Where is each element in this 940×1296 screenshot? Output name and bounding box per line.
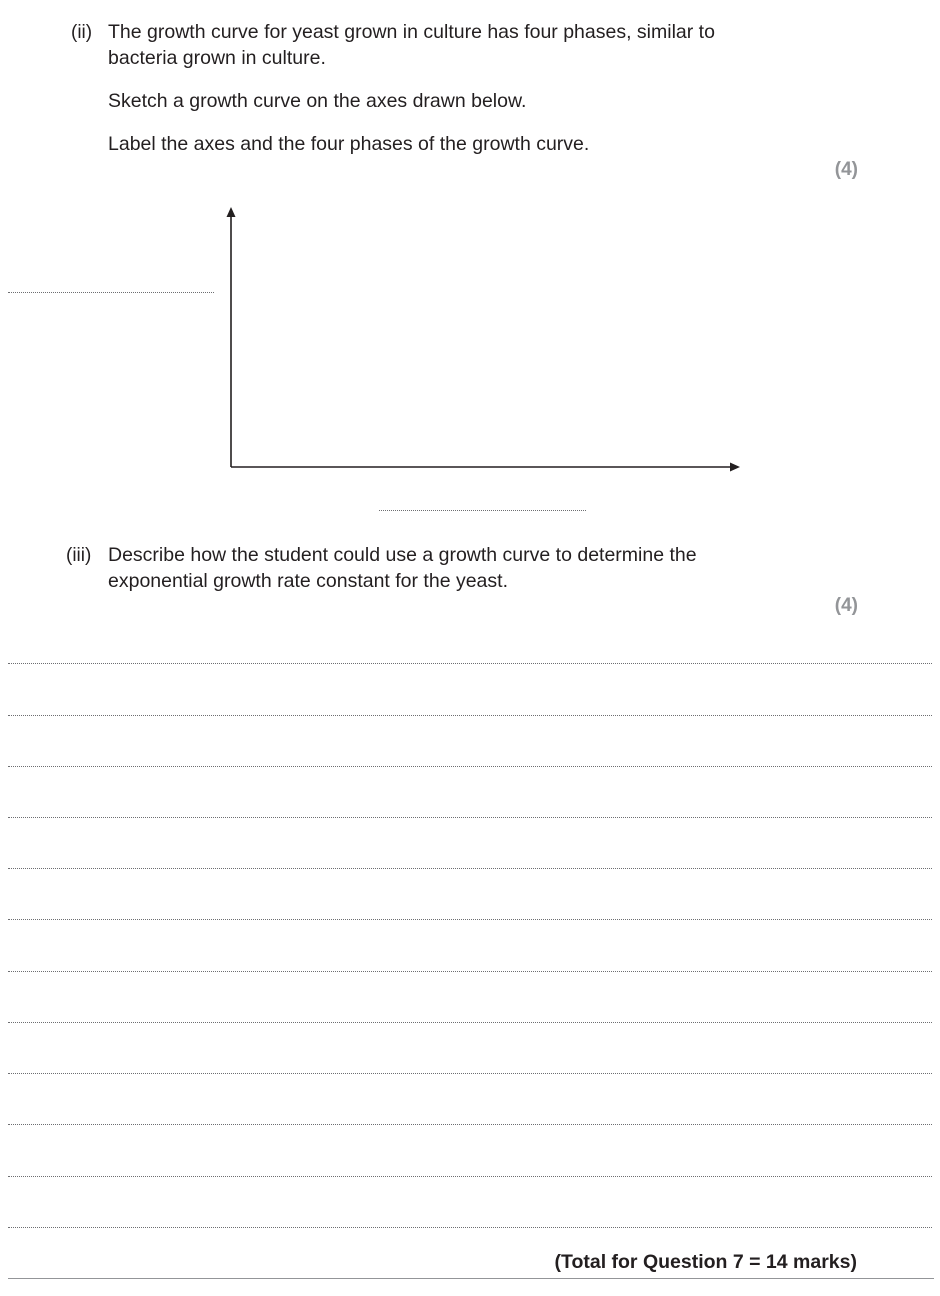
x-axis xyxy=(231,463,740,472)
answer-line[interactable] xyxy=(8,766,932,767)
question-number-iii: (iii) xyxy=(66,545,92,566)
instruction-sketch: Sketch a growth curve on the axes drawn below. xyxy=(108,90,527,112)
sketch-axes xyxy=(0,0,940,540)
answer-line[interactable] xyxy=(8,868,932,869)
instruction-label: Label the axes and the four phases of the growth curve. xyxy=(108,133,590,155)
answer-line[interactable] xyxy=(8,971,932,972)
y-axis-label-line[interactable] xyxy=(8,292,214,293)
question-number-ii: (ii) xyxy=(71,22,93,43)
marks-iii: (4) xyxy=(834,595,858,616)
answer-line[interactable] xyxy=(8,1022,932,1023)
answer-line[interactable] xyxy=(8,1124,932,1125)
answer-line[interactable] xyxy=(8,715,932,716)
total-marks: (Total for Question 7 = 14 marks) xyxy=(554,1251,857,1273)
x-axis-label-line[interactable] xyxy=(379,510,586,511)
answer-line[interactable] xyxy=(8,1227,932,1228)
marks-ii: (4) xyxy=(834,159,858,180)
answer-line[interactable] xyxy=(8,919,932,920)
question-text-ii: The growth curve for yeast grown in culture has four phases, similar to bacteria grown in culture. xyxy=(108,21,715,69)
answer-line[interactable] xyxy=(8,817,932,818)
y-axis xyxy=(227,207,236,467)
answer-line[interactable] xyxy=(8,1073,932,1074)
footer-rule xyxy=(8,1278,934,1279)
answer-line[interactable] xyxy=(8,1176,932,1177)
question-text-iii: Describe how the student could use a growth curve to determine the exponential growth rate constant for the yeast. xyxy=(108,544,697,592)
answer-line[interactable] xyxy=(8,663,932,664)
